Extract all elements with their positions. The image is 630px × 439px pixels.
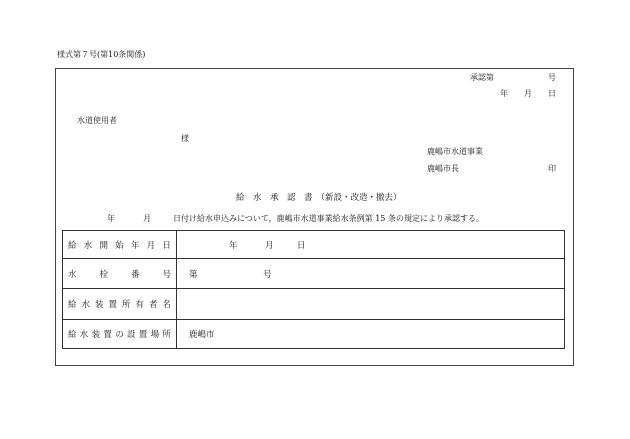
table-row [63,289,565,319]
label-char: 有 [135,300,144,311]
label-char: 場 [150,329,160,340]
row-value-install-location [177,319,565,348]
value-city: 鹿嶋市 [189,329,215,340]
label-char: 開 [99,240,108,251]
row-value-faucet-number [177,259,565,289]
row-value-start-date [177,231,565,259]
label-char: 置 [108,300,117,311]
row-label-faucet-number [63,259,177,289]
honorific: 様 [181,134,189,143]
date-month: 月 [524,89,532,98]
label-char: 水 [81,300,90,311]
label-char: 日 [162,240,171,251]
issuer-title: 鹿嶋市長 [427,164,459,173]
label-char: 給 [68,240,77,251]
document-title [236,193,402,204]
label-char: 号 [162,269,171,280]
table-row [63,259,565,289]
table-row [63,319,565,348]
row-label-start-date [63,231,177,259]
issuer-org: 鹿嶋市水道事業 [427,147,483,156]
seal-mark: 印 [548,164,556,173]
label-char: 年 [130,240,140,251]
row-label-install-location [63,319,177,348]
value-prefix: 第 [189,269,198,280]
label-char: 水 [83,240,93,251]
label-char: 番 [130,269,140,280]
form-number: 様式第７号(第10条関係) [57,50,146,59]
body-month: 月 [143,214,151,223]
recipient-label: 水道使用者 [77,116,117,125]
label-char: 始 [115,240,124,251]
label-char: 名 [162,300,171,311]
value-year: 年 [229,240,238,251]
label-char: 設 [126,329,136,340]
body-text: 日付け給水申込みについて，鹿嶋市水道事業給水条例第 15 条の規定により承認する。 [173,214,484,223]
value-suffix: 号 [263,269,272,280]
label-char: 水 [68,269,77,280]
label-char: 給 [68,329,77,340]
label-char: 装 [94,300,104,311]
approval-number-prefix: 承認第 [470,73,494,82]
label-char: 装 [91,329,101,340]
label-char: 者 [148,300,158,311]
label-char: 月 [146,240,156,251]
label-char: 所 [162,329,171,340]
date-year: 年 [500,89,508,98]
label-char: 給 [68,300,77,311]
document-title-main: 給 水 承 認 書 [236,193,313,203]
label-char: 置 [103,329,112,340]
label-char: 水 [79,329,89,340]
body-year: 年 [107,214,115,223]
label-char: 栓 [99,269,108,280]
table-row [63,231,565,259]
label-char: 所 [121,300,131,311]
value-day: 日 [297,240,306,251]
approval-number-suffix: 号 [548,73,556,82]
label-char: 置 [138,329,148,340]
date-day: 日 [548,89,556,98]
label-char: の [115,329,124,340]
document-title-sub: （新設・改造・撤去） [316,193,402,203]
info-table [62,230,565,349]
row-label-owner-name [63,289,177,319]
row-value-owner-name [177,289,565,319]
value-month: 月 [265,240,274,251]
